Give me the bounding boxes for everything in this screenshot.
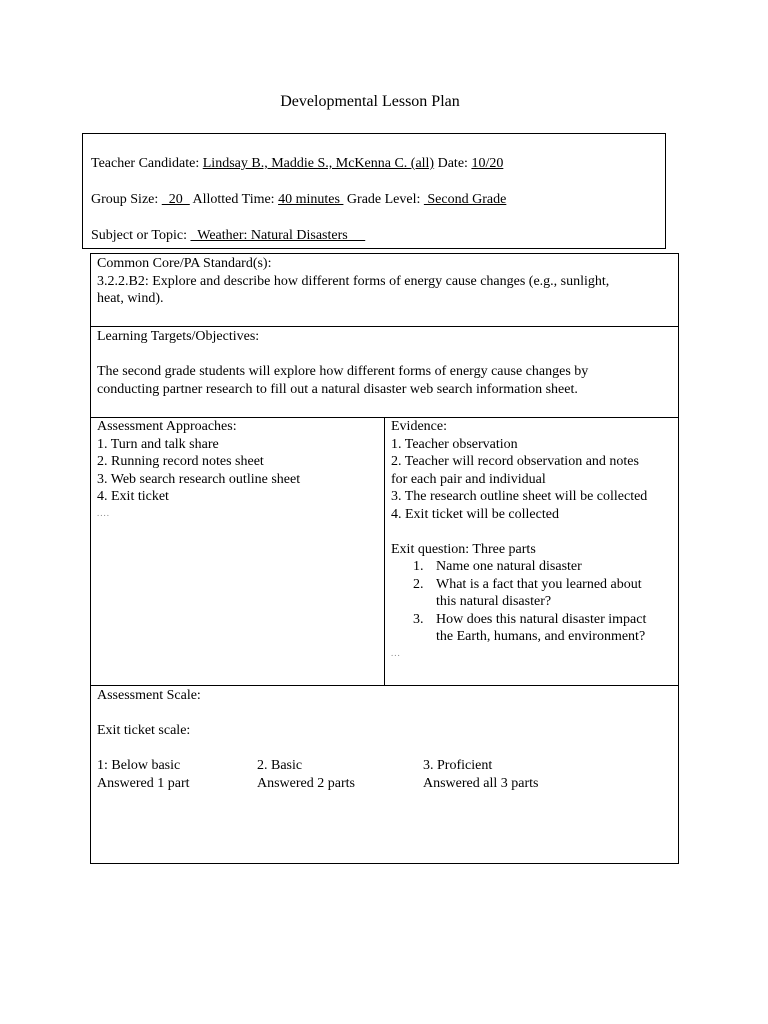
grade-level-label: Grade Level: (346, 192, 421, 207)
scale-level (423, 757, 538, 792)
subject-label: Subject or Topic: (91, 228, 187, 243)
assessment-scale-heading: Assessment Scale: (97, 688, 201, 703)
standards-section (91, 254, 678, 327)
scale-level-desc: Answered 2 parts (257, 775, 355, 791)
lesson-plan-table (90, 253, 679, 864)
assessment-approaches-cell (91, 418, 385, 685)
objectives-text-line2: conducting partner research to fill out a natural disaster web search information sheet. (97, 381, 578, 397)
evidence-item: 1. Teacher observation (391, 436, 518, 452)
standards-text-line2: heat, wind). (97, 291, 164, 306)
teacher-candidate-label: Teacher Candidate: (91, 156, 200, 171)
assessment-approach-item: 1. Turn and talk share (97, 436, 219, 452)
exit-question-text-cont: this natural disaster? (436, 594, 552, 609)
grade-level-value: Second Grade (423, 192, 507, 207)
evidence-trailing: ... (391, 647, 401, 658)
exit-question-text-cont: the Earth, humans, and environment? (436, 629, 646, 644)
assessment-approaches-trailing: .... (97, 507, 110, 518)
evidence-item: 2. Teacher will record observation and notes (391, 454, 639, 469)
scale-level-desc: Answered 1 part (97, 775, 190, 791)
scale-level-label: 3. Proficient (423, 758, 493, 773)
teacher-candidate-row (91, 156, 503, 172)
exit-question-text: Name one natural disaster (436, 559, 582, 574)
exit-question-item (391, 576, 672, 611)
assessment-approaches-heading: Assessment Approaches: (97, 419, 237, 434)
standards-text-line1: 3.2.2.B2: Explore and describe how different forms of energy cause changes (e.g., sunlight, (97, 273, 610, 289)
exit-question-number: 3. (413, 611, 424, 627)
scale-levels (97, 757, 672, 797)
assessment-scale-section (91, 686, 678, 863)
exit-question-heading: Exit question: Three parts (391, 541, 536, 557)
evidence-item: 4. Exit ticket will be collected (391, 506, 559, 522)
page-title: Developmental Lesson Plan (280, 93, 460, 110)
evidence-item: for each pair and individual (391, 471, 546, 487)
exit-question-item (391, 558, 672, 576)
exit-question-number: 1. (413, 559, 424, 574)
assessment-approach-item: 3. Web search research outline sheet (97, 471, 301, 487)
assessment-evidence-section (91, 418, 678, 686)
scale-level (257, 757, 355, 792)
group-size-value: 20 (161, 192, 190, 207)
exit-question-text: What is a fact that you learned about (436, 576, 642, 592)
subject-row (91, 228, 365, 244)
exit-question-text: How does this natural disaster impact (436, 611, 647, 627)
standards-heading: Common Core/PA Standard(s): (97, 256, 272, 271)
group-size-row (91, 192, 506, 208)
allotted-time-value: 40 minutes (278, 192, 344, 207)
assessment-approach-item: 2. Running record notes sheet (97, 454, 264, 469)
scale-level-desc: Answered all 3 parts (423, 775, 539, 791)
evidence-heading: Evidence: (391, 419, 447, 434)
objectives-text-line1: The second grade students will explore how different forms of energy cause changes by (97, 364, 589, 379)
teacher-candidate-value: Lindsay B., Maddie S., McKenna C. (all) (202, 156, 435, 171)
exit-ticket-scale-heading: Exit ticket scale: (97, 723, 191, 738)
date-label: Date: (437, 156, 468, 171)
evidence-cell (385, 418, 678, 685)
exit-question-number: 2. (413, 576, 424, 592)
scale-level-label: 1: Below basic (97, 758, 181, 773)
subject-value: Weather: Natural Disasters (190, 228, 366, 243)
group-size-label: Group Size: (91, 192, 159, 207)
date-value: 10/20 (471, 156, 504, 171)
allotted-time-label: Allotted Time: (192, 192, 275, 207)
evidence-item: 3. The research outline sheet will be collected (391, 489, 648, 504)
objectives-section (91, 327, 678, 418)
exit-question-item (391, 611, 672, 646)
objectives-heading: Learning Targets/Objectives: (97, 329, 260, 344)
assessment-approach-item: 4. Exit ticket (97, 489, 169, 504)
lesson-header-box (82, 133, 666, 249)
scale-level (97, 757, 190, 792)
scale-level-label: 2. Basic (257, 758, 303, 773)
